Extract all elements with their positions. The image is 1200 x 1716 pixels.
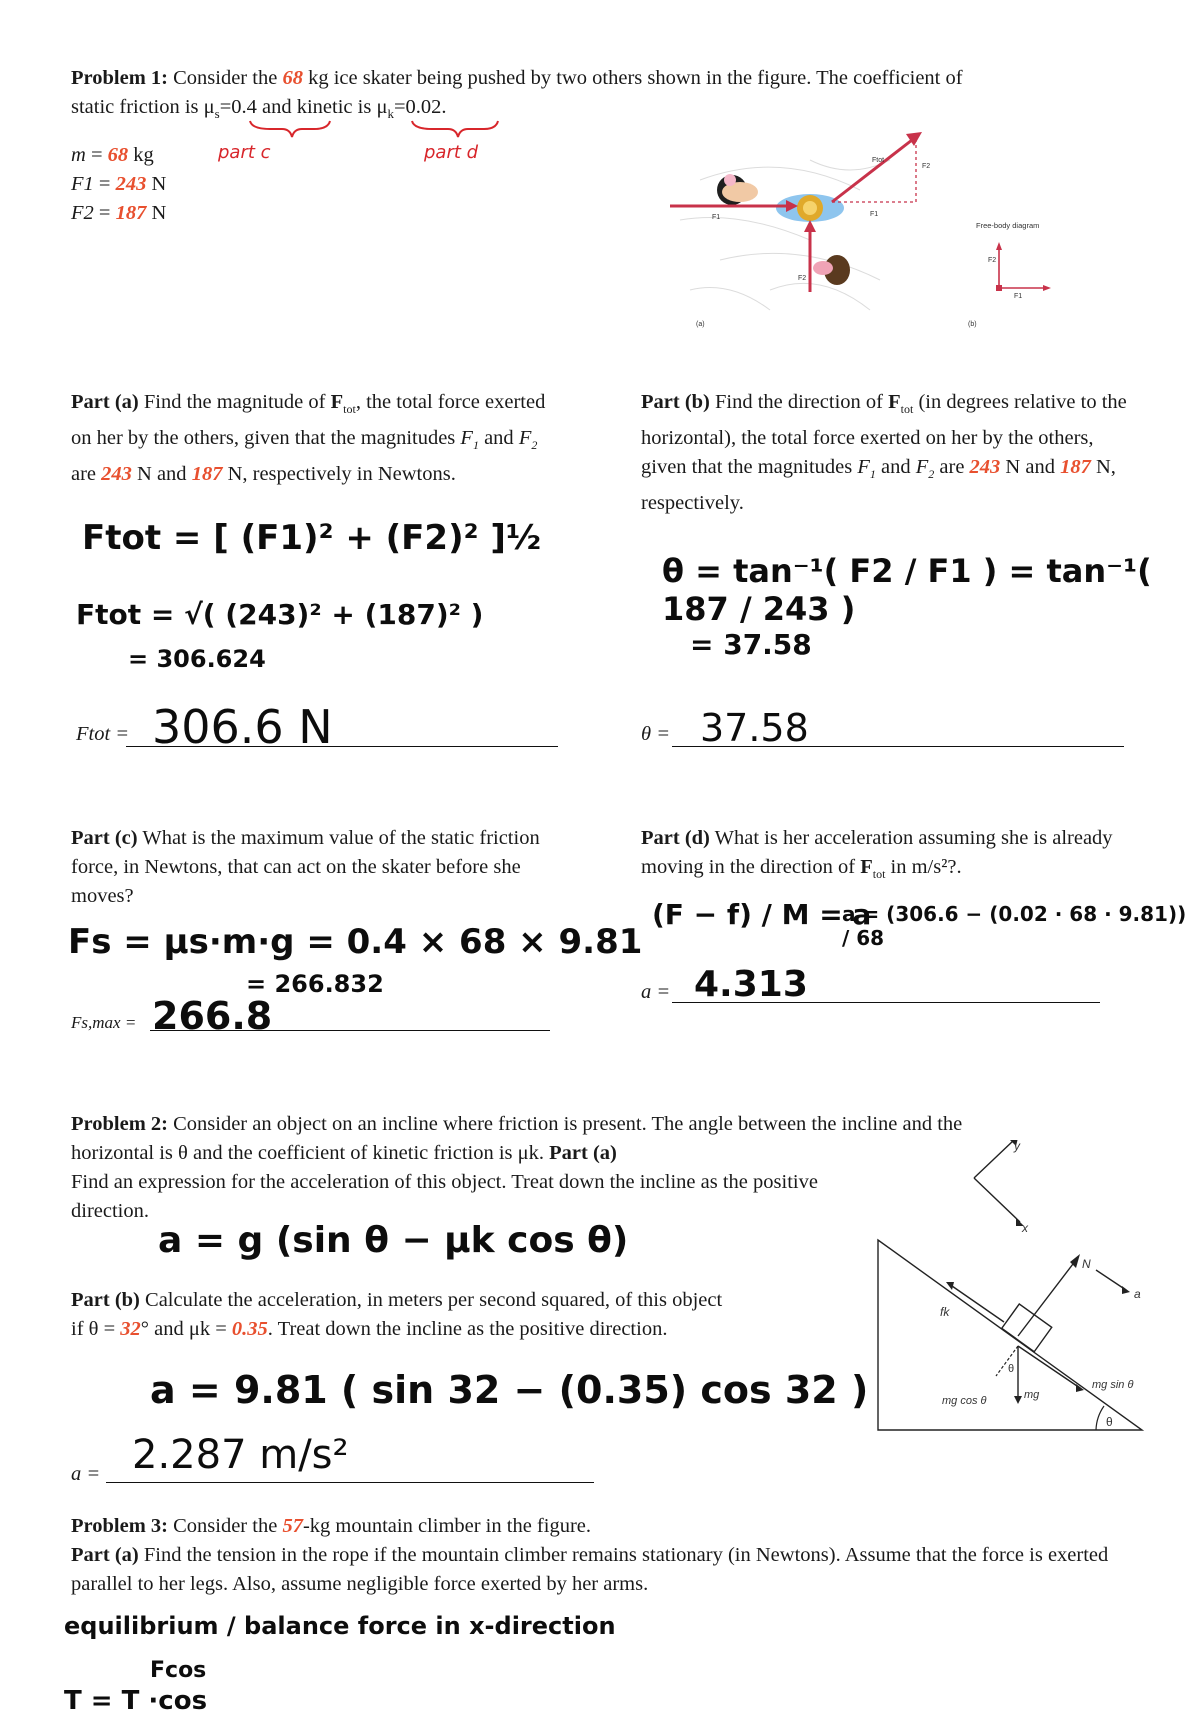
part-a-work-1: Ftot = [ (F1)² + (F2)² ]½: [82, 518, 542, 558]
problem2-answer-label: a =: [71, 1463, 101, 1485]
part-d-work-1: (F − f) / M = a: [652, 898, 872, 931]
part-a-answer: 306.6 N: [152, 700, 333, 754]
red-brace-annotations: [240, 117, 530, 157]
problem2-work-b: a = 9.81 ( sin 32 − (0.35) cos 32 ): [150, 1368, 869, 1412]
problem2-part-a-text: Find an expression for the acceleration of this object. Treat down the incline as the positive direction.: [71, 1171, 818, 1222]
problem1-heading: Problem 1:: [71, 67, 168, 89]
part-b-answer-label: θ =: [641, 723, 671, 745]
svg-text:y: y: [1014, 1140, 1020, 1153]
part-c-work-1: Fs = μs·m·g = 0.4 × 68 × 9.81: [68, 922, 643, 962]
part-c-text: Part (c) What is the maximum value of the static friction force, in Newtons, that can act on the skater before she moves?: [71, 827, 540, 907]
given-f1: F1 = 243 N: [71, 173, 167, 195]
intro-text: =0.4 and kinetic is μ: [219, 96, 388, 118]
svg-text:N: N: [1082, 1257, 1091, 1271]
part-c-answer: 266.8: [152, 994, 273, 1038]
svg-text:F2: F2: [922, 163, 931, 170]
part-a-text: Part (a) Find the magnitude of $F_{tot}$, the total force exerted on her by the others, given that the magnitudes $F_1$ and $F_2$ are 243 N and 187 N, respectively in Newtons.: [71, 391, 546, 486]
svg-text:mg sin θ: mg sin θ: [1092, 1379, 1134, 1391]
part-c-work-2: = 266.832: [246, 970, 384, 998]
annotation-part-c: part c: [218, 142, 271, 163]
part-a-answer-label: Ftot =: [76, 723, 130, 745]
svg-text:F2: F2: [798, 275, 807, 282]
intro-text: kg ice skater being pushed by two others shown in the figure. The coefficient of: [308, 67, 963, 89]
annotation-part-d: part d: [424, 142, 479, 163]
skater-figure: [660, 120, 1080, 330]
part-c-answer-label: Fs,max =: [71, 1013, 137, 1032]
svg-text:θ: θ: [1008, 1363, 1015, 1375]
ftot-label: Ftot: [872, 157, 885, 164]
given-f2: F2 = 187 N: [71, 202, 167, 224]
problem1-intro: [71, 64, 1131, 128]
svg-text:x: x: [1022, 1221, 1028, 1235]
subscript: s: [214, 106, 220, 122]
problem3-work-1: equilibrium / balance force in x-direction: [64, 1612, 616, 1640]
problem2-answer: 2.287 m/s²: [132, 1432, 349, 1478]
problem3-work-3: T = T ·cos: [64, 1686, 208, 1716]
givens-list: [71, 141, 166, 228]
svg-text:F2: F2: [988, 257, 997, 264]
svg-text:fk: fk: [940, 1305, 950, 1319]
intro-text: Consider the: [173, 67, 278, 89]
svg-text:mg: mg: [1024, 1389, 1040, 1401]
part-d-work-2: a = (306.6 − (0.02 · 68 · 9.81)) / 68: [842, 902, 1187, 950]
svg-text:F1: F1: [712, 214, 721, 221]
problem2-intro: Problem 2: Consider an object on an incline where friction is present. The angle between the incline and the horizontal is θ and the coefficient of kinetic friction is μk. Part (a): [71, 1113, 963, 1164]
problem3-text: Problem 3: Consider the 57-kg mountain climber in the figure. Part (a) Find the tension in the rope if the mountain climber remains stationary (in Newtons). Assume that the force is exerted parallel to her legs. Also, assume negligible force exerted by her arms.: [71, 1515, 1109, 1595]
svg-text:mg cos θ: mg cos θ: [942, 1395, 987, 1407]
intro-text: static friction is μ: [71, 96, 215, 118]
part-d-answer: 4.313: [694, 964, 808, 1005]
problem2-answer-line: [106, 1482, 594, 1483]
problem2-part-b-text: Part (b) Calculate the acceleration, in meters per second squared, of this object if θ = 32° and μk = 0.35. Treat down the incline as the positive direction.: [71, 1289, 723, 1340]
part-d-answer-label: a =: [641, 981, 671, 1003]
svg-text:a: a: [1134, 1287, 1141, 1301]
fbd-title: Free-body diagram: [976, 221, 1040, 230]
intro-text: =0.02.: [393, 96, 447, 118]
part-b-work-2: = 37.58: [690, 628, 812, 661]
svg-text:F1: F1: [1014, 293, 1023, 300]
problem2-work-a: a = g (sin θ − μk cos θ): [158, 1220, 629, 1261]
svg-text:F1: F1: [870, 211, 879, 218]
fig-label-b: (b): [968, 321, 977, 328]
part-b-text: Part (b) Find the direction of $F_{tot}$ (in degrees relative to the horizontal), the total force exerted on her by the others, given that the magnitudes $F_1$ and $F_2$ are 243 N and 187 N, respectively.: [641, 391, 1127, 515]
problem3-work-2: Fcos: [150, 1658, 207, 1683]
part-d-text: Part (d) What is her acceleration assuming she is already moving in the direction of $F_{tot}$ in m/s²?.: [641, 827, 1113, 882]
mass-value: 68: [282, 67, 303, 89]
subscript: k: [387, 106, 394, 122]
svg-text:θ: θ: [1106, 1415, 1113, 1429]
part-a-work-3: = 306.624: [128, 645, 266, 673]
part-a-work-2: Ftot = √( (243)² + (187)² ): [76, 598, 484, 631]
part-b-answer: 37.58: [700, 706, 809, 750]
fig-label-a: (a): [696, 321, 705, 328]
incline-figure: [870, 1140, 1170, 1480]
given-mass: m = 68 kg: [71, 144, 154, 166]
part-b-work-1: θ = tan⁻¹( F2 / F1 ) = tan⁻¹( 187 / 243 ): [662, 552, 1152, 628]
